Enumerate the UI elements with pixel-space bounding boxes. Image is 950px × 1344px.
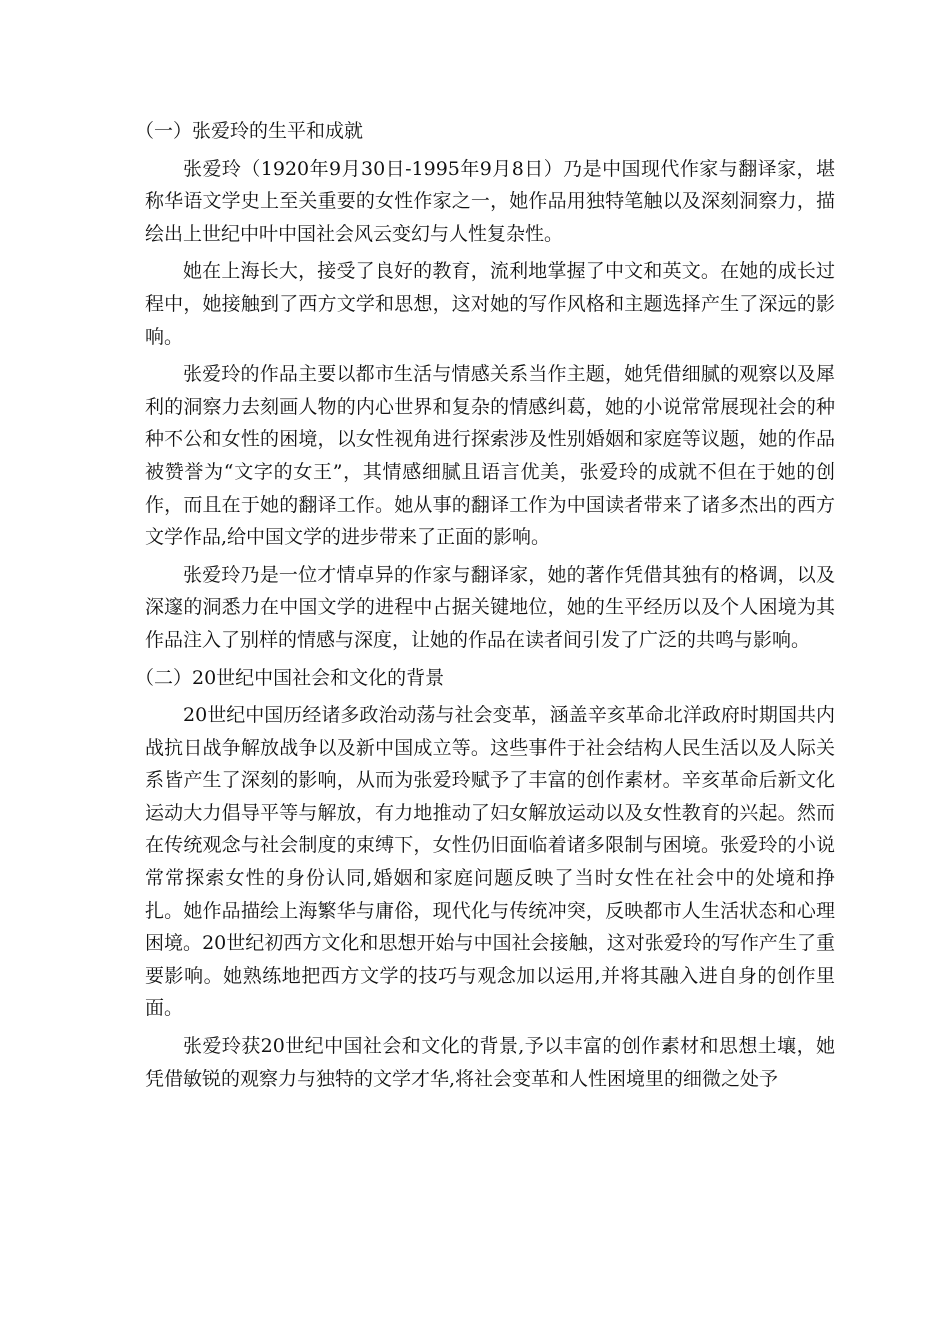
paragraph: 她在上海长大，接受了良好的教育，流利地掌握了中文和英文。在她的成长过程中，她接触到了西方文学和思想，这对她的写作风格和主题选择产生了深远的影响。: [145, 260, 835, 348]
section-heading-life-achievements: （一）张爱玲的生平和成就: [135, 120, 364, 142]
paragraph: 张爱玲获20世纪中国社会和文化的背景,予以丰富的创作素材和思想土壤，她凭借敏锐的观察力与独特的文学才华,将社会变革和人性困境里的细微之处予: [145, 1035, 835, 1090]
paragraph: 张爱玲（1920年9月30日-1995年9月8日）乃是中国现代作家与翻译家，堪称华语文学史上至关重要的女性作家之一，她作品用独特笔触以及深刻洞察力，描绘出上世纪中叶中国社会风云变幻与人性复杂性。: [145, 157, 835, 245]
paragraph: 张爱玲的作品主要以都市生活与情感关系当作主题，她凭借细腻的观察以及犀利的洞察力去刻画人物的内心世界和复杂的情感纠葛，她的小说常常展现社会的种种不公和女性的困境，以女性视角进行探索涉及性别婚姻和家庭等议题，她的作品被赞誉为“文字的女王”，其情感细腻且语言优美，张爱玲的成就不但在于她的创作，而且在于她的翻译工作。她从事的翻译工作为中国读者带来了诸多杰出的西方文学作品,给中国文学的进步带来了正面的影响。: [145, 363, 835, 549]
paragraph: 20世纪中国历经诸多政治动荡与社会变革，涵盖辛亥革命北洋政府时期国共内战抗日战争解放战争以及新中国成立等。这些事件于社会结构人民生活以及人际关系皆产生了深刻的影响，从而为张爱玲赋予了丰富的创作素材。辛亥革命后新文化运动大力倡导平等与解放，有力地推动了妇女解放运动以及女性教育的兴起。然而在传统观念与社会制度的束缚下，女性仍旧面临着诸多限制与困境。张爱玲的小说常常探索女性的身份认同,婚姻和家庭问题反映了当时女性在社会中的处境和挣扎。她作品描绘上海繁华与庸俗，现代化与传统冲突，反映都市人生活状态和心理困境。20世纪初西方文化和思想开始与中国社会接触，这对张爱玲的写作产生了重要影响。她熟练地把西方文学的技巧与观念加以运用,并将其融入进自身的创作里面。: [145, 704, 835, 1020]
paragraph: 张爱玲乃是一位才情卓异的作家与翻译家，她的著作凭借其独有的格调，以及深邃的洞悉力在中国文学的进程中占据关键地位，她的生平经历以及个人困境为其作品注入了别样的情感与深度，让她的作品在读者间引发了广泛的共鸣与影响。: [145, 563, 835, 651]
section-heading-social-cultural-background: （二）20世纪中国社会和文化的背景: [135, 666, 445, 689]
document-body: [135, 115, 835, 1100]
